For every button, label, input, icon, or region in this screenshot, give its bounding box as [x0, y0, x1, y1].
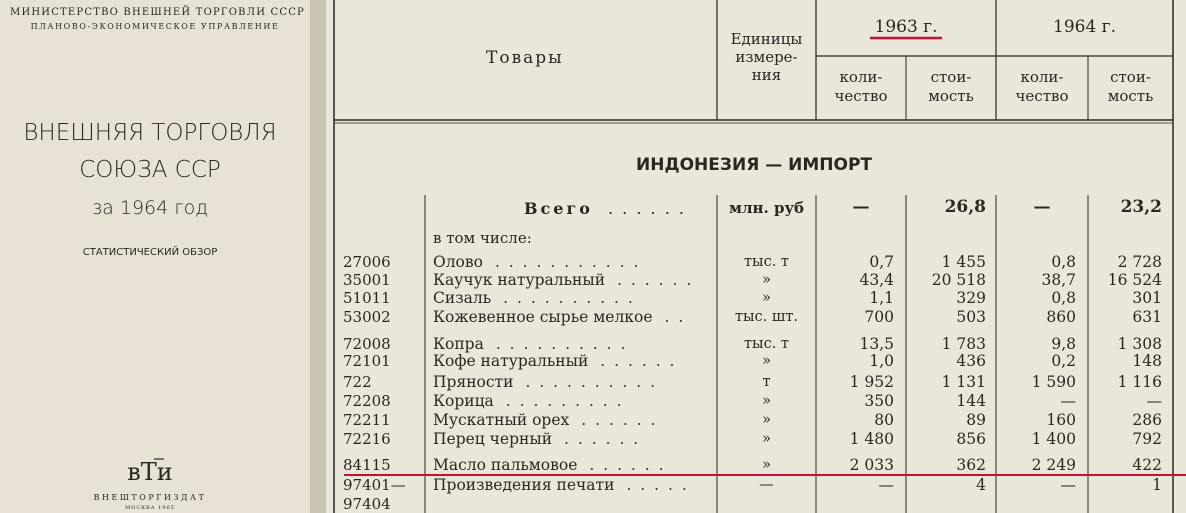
row-val-1964: 16 524 [1107, 271, 1162, 289]
row-unit: » [762, 431, 771, 447]
statistics-page [326, 0, 1186, 513]
row-unit: тыс. шт. [734, 309, 798, 325]
row-qty-1964: — [1060, 392, 1076, 410]
row-val-1963: 1 455 [941, 253, 986, 271]
row-val-1963: 436 [956, 352, 986, 370]
row-name: Произведения печати [433, 476, 615, 494]
row-code: 72101 [343, 352, 391, 370]
row-qty-1963: 1,0 [869, 352, 894, 370]
subheader-val-1963-l1: стои- [930, 68, 972, 86]
col-header-units-line-2: измере- [735, 48, 798, 66]
row-qty-1963: — [878, 476, 894, 494]
book-title-line-2: СОЮЗА ССР [79, 157, 221, 183]
row-val-1964: 148 [1132, 352, 1162, 370]
row-qty-1964: 2 249 [1031, 456, 1076, 474]
row-leader: . . . . . . [600, 352, 677, 370]
row-leader: . . . . . . [581, 411, 658, 429]
subheader-qty-1964-l1: коли- [1020, 68, 1064, 86]
row-leader: . . [664, 308, 686, 326]
row-name: Каучук натуральный [433, 271, 606, 289]
row-leader: . . . . . . . . . . [495, 335, 628, 353]
row-leader: . . . . . . . . . . [525, 373, 658, 391]
row-val-1964: 301 [1132, 289, 1162, 307]
row-val-1963: 4 [976, 476, 986, 494]
total-leader: . . . . . . [608, 199, 686, 218]
col-header-year-1964: 1964 г. [1053, 17, 1116, 37]
row-code: 97401— [343, 476, 406, 494]
including-label: в том числе: [433, 229, 532, 247]
row-code: 72211 [343, 411, 391, 429]
row-qty-1963: 0,7 [869, 253, 894, 271]
subheader-val-1963-l2: мость [928, 87, 974, 105]
row-val-1964: 286 [1132, 411, 1162, 429]
row-val-1963: 20 518 [931, 271, 986, 289]
row-val-1964: 792 [1132, 430, 1162, 448]
row-qty-1964: 160 [1046, 411, 1076, 429]
publisher-name: ВНЕШТОРГИЗДАТ [93, 493, 207, 502]
row-val-1964: 1 308 [1117, 335, 1162, 353]
row-qty-1964: 860 [1046, 308, 1076, 326]
row-qty-1964: 9,8 [1051, 335, 1076, 353]
row-leader: . . . . . . . . . [505, 392, 624, 410]
row-qty-1964: 0,8 [1051, 253, 1076, 271]
ministry-name: МИНИСТЕРСТВО ВНЕШНЕЙ ТОРГОВЛИ СССР [10, 7, 305, 18]
row-val-1964: 2 728 [1117, 253, 1162, 271]
row-unit: тыс. т [744, 254, 789, 270]
row-code: 51011 [343, 289, 391, 307]
row-val-1963: 856 [956, 430, 986, 448]
row-name: Перец черный [433, 430, 553, 448]
row-qty-1963: 2 033 [849, 456, 894, 474]
row-leader: . . . . . [626, 476, 689, 494]
row-unit: » [762, 272, 771, 288]
row-name: Олово [433, 253, 483, 271]
row-name: Кофе натуральный [433, 352, 589, 370]
col-header-units-line-1: Единицы [730, 30, 803, 48]
row-code: 27006 [343, 253, 391, 271]
row-code: 97404 [343, 495, 391, 513]
row-val-1964: 631 [1132, 308, 1162, 326]
row-qty-1964: — [1060, 476, 1076, 494]
row-qty-1964: 0,8 [1051, 289, 1076, 307]
publisher-logo-text: вТи [127, 458, 173, 486]
row-name: Масло пальмовое [433, 456, 578, 474]
total-unit: млн. руб [728, 199, 805, 217]
row-qty-1964: 1 590 [1031, 373, 1076, 391]
row-name: Копра [433, 335, 484, 353]
row-unit: тыс. т [744, 336, 789, 352]
row-name: Кожевенное сырье мелкое [433, 308, 653, 326]
title-page [0, 0, 310, 513]
row-name: Мускатный орех [433, 411, 570, 429]
publisher-logo-icon [120, 452, 180, 488]
total-val-1963: 26,8 [944, 197, 986, 217]
row-code: 84115 [343, 456, 391, 474]
row-leader: . . . . . . [564, 430, 641, 448]
department-name: ПЛАНОВО-ЭКОНОМИЧЕСКОЕ УПРАВЛЕНИЕ [30, 22, 280, 31]
row-unit: » [762, 290, 771, 306]
subheader-qty-1963-l2: чество [834, 87, 888, 105]
row-val-1963: 1 783 [941, 335, 986, 353]
row-unit: — [759, 477, 774, 493]
row-qty-1964: 0,2 [1051, 352, 1076, 370]
subheader-val-1964-l2: мость [1107, 87, 1154, 105]
row-unit: т [762, 374, 771, 390]
row-qty-1963: 1 952 [849, 373, 894, 391]
col-header-units-line-3: ния [751, 66, 782, 84]
row-leader: . . . . . . . . . . . [494, 253, 641, 271]
row-unit: » [762, 412, 771, 428]
total-qty-1964: — [1033, 197, 1051, 217]
row-qty-1963: 80 [874, 411, 894, 429]
row-leader: . . . . . . [617, 271, 694, 289]
row-unit: » [762, 353, 771, 369]
subheader-val-1964-l1: стои- [1110, 68, 1151, 86]
total-val-1964: 23,2 [1120, 197, 1162, 217]
col-header-year-1963: 1963 г. [874, 17, 938, 37]
row-unit: » [762, 393, 771, 409]
row-qty-1963: 1 480 [849, 430, 894, 448]
total-label: Всего [524, 199, 593, 218]
row-val-1963: 144 [956, 392, 986, 410]
row-leader: . . . . . . [589, 456, 666, 474]
row-name: Сизаль [433, 289, 492, 307]
col-header-goods: Товары [486, 48, 564, 68]
row-val-1964: 1 116 [1117, 373, 1162, 391]
row-name: Пряности [433, 373, 514, 391]
row-code: 72008 [343, 335, 391, 353]
subheader-qty-1964-l2: чество [1015, 87, 1069, 105]
row-code: 35001 [343, 271, 391, 289]
row-val-1964: 422 [1132, 456, 1162, 474]
row-qty-1964: 1 400 [1031, 430, 1076, 448]
row-val-1964: 1 [1152, 476, 1162, 494]
row-qty-1963: 13,5 [859, 335, 894, 353]
row-val-1963: 89 [966, 411, 986, 429]
subheader-qty-1963-l1: коли- [839, 68, 883, 86]
publisher-city: МОСКВА 1965 [125, 505, 175, 511]
row-code: 722 [343, 373, 372, 391]
row-val-1963: 329 [956, 289, 986, 307]
row-qty-1963: 700 [864, 308, 894, 326]
row-qty-1964: 38,7 [1041, 271, 1076, 289]
book-title-line-3: за 1964 год [91, 197, 209, 219]
row-name: Корица [433, 392, 494, 410]
book-subtitle: СТАТИСТИЧЕСКИЙ ОБЗОР [82, 247, 218, 258]
row-val-1963: 362 [956, 456, 986, 474]
row-unit: » [762, 457, 771, 473]
row-code: 72208 [343, 392, 391, 410]
section-title: ИНДОНЕЗИЯ — ИМПОРТ [636, 155, 872, 175]
row-code: 72216 [343, 430, 391, 448]
page-gutter [310, 0, 326, 513]
row-leader: . . . . . . . . . . [503, 289, 635, 307]
row-qty-1963: 350 [864, 392, 894, 410]
book-title-line-1: ВНЕШНЯЯ ТОРГОВЛЯ [23, 120, 277, 146]
row-qty-1963: 43,4 [859, 271, 894, 289]
row-val-1963: 1 131 [941, 373, 986, 391]
row-qty-1963: 1,1 [869, 289, 894, 307]
row-code: 53002 [343, 308, 391, 326]
row-val-1964: — [1146, 392, 1162, 410]
total-qty-1963: — [852, 197, 870, 217]
row-val-1963: 503 [956, 308, 986, 326]
